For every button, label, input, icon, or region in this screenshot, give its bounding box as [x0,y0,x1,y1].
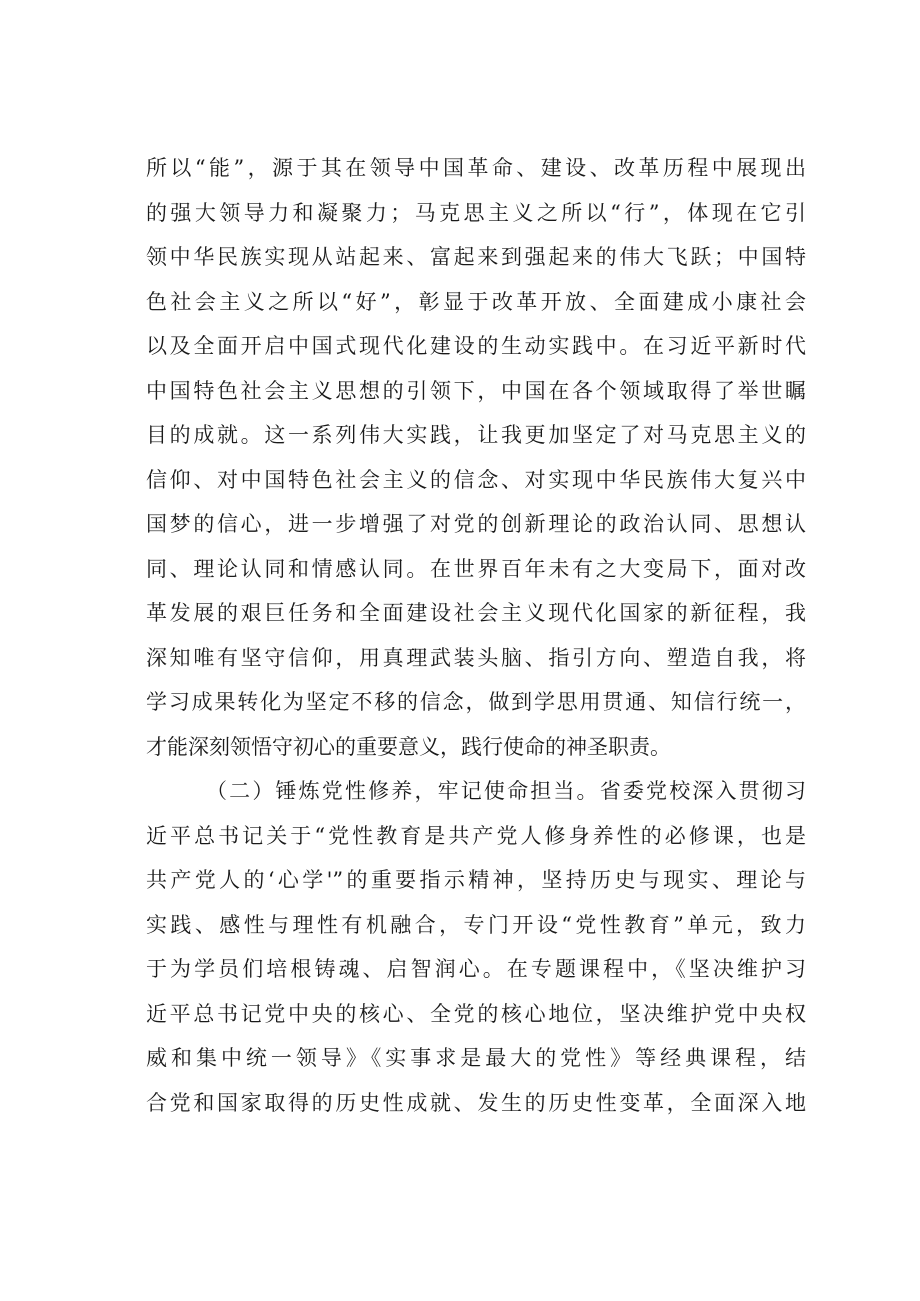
text-line: 才能深刻领悟守初心的重要意义，践行使命的神圣职责。 [146,734,671,759]
text-line: 学习成果转化为坚定不移的信念，做到学思用贯通、知信行统一， [146,690,806,714]
text-line: 近平总书记关于“党性教育是共产党人修身养性的必修课，也是 [146,823,806,848]
section-heading-line: （二）锤炼党性修养，牢记使命担当。省委党校深入贯彻习 [206,779,806,803]
text-line: 目的成就。这一系列伟大实践，让我更加坚定了对马克思主义的 [146,423,806,447]
text-line: 的强大领导力和凝聚力；马克思主义之所以“行”，体现在它引 [146,200,806,225]
text-line: 国梦的信心，进一步增强了对党的创新理论的政治认同、思想认 [146,512,806,536]
text-line: 威和集中统一领导》《实事求是最大的党性》等经典课程，结 [146,1046,806,1070]
text-line: 信仰、对中国特色社会主义的信念、对实现中华民族伟大复兴中 [146,467,806,492]
text-line: 于为学员们培根铸魂、启智润心。在专题课程中，《坚决维护习 [146,957,806,981]
text-line: 革发展的艰巨任务和全面建设社会主义现代化国家的新征程，我 [146,601,806,625]
text-line: 中国特色社会主义思想的引领下，中国在各个领域取得了举世瞩 [146,378,806,403]
body-text [146,146,806,1125]
text-line: 以及全面开启中国式现代化建设的生动实践中。在习近平新时代 [146,334,806,358]
text-line: 色社会主义之所以“好”，彰显于改革开放、全面建成小康社会 [146,289,806,314]
text-line: 同、理论认同和情感认同。在世界百年未有之大变局下，面对改 [146,556,806,581]
text-line: 近平总书记党中央的核心、全党的核心地位，坚决维护党中央权 [146,1001,806,1026]
text-line: 共产党人的‘心学'”的重要指示精神，坚持历史与现实、理论与 [146,868,806,892]
text-line: 所以“能”，源于其在领导中国革命、建设、改革历程中展现出 [146,156,806,180]
text-line: 深知唯有坚守信仰，用真理武装头脑、指引方向、塑造自我，将 [146,645,806,670]
text-line: 合党和国家取得的历史性成就、发生的历史性变革，全面深入地 [146,1090,806,1115]
text-line: 领中华民族实现从站起来、富起来到强起来的伟大飞跃；中国特 [146,245,806,269]
text-line: 实践、感性与理性有机融合，专门开设“党性教育”单元，致力 [146,912,806,937]
